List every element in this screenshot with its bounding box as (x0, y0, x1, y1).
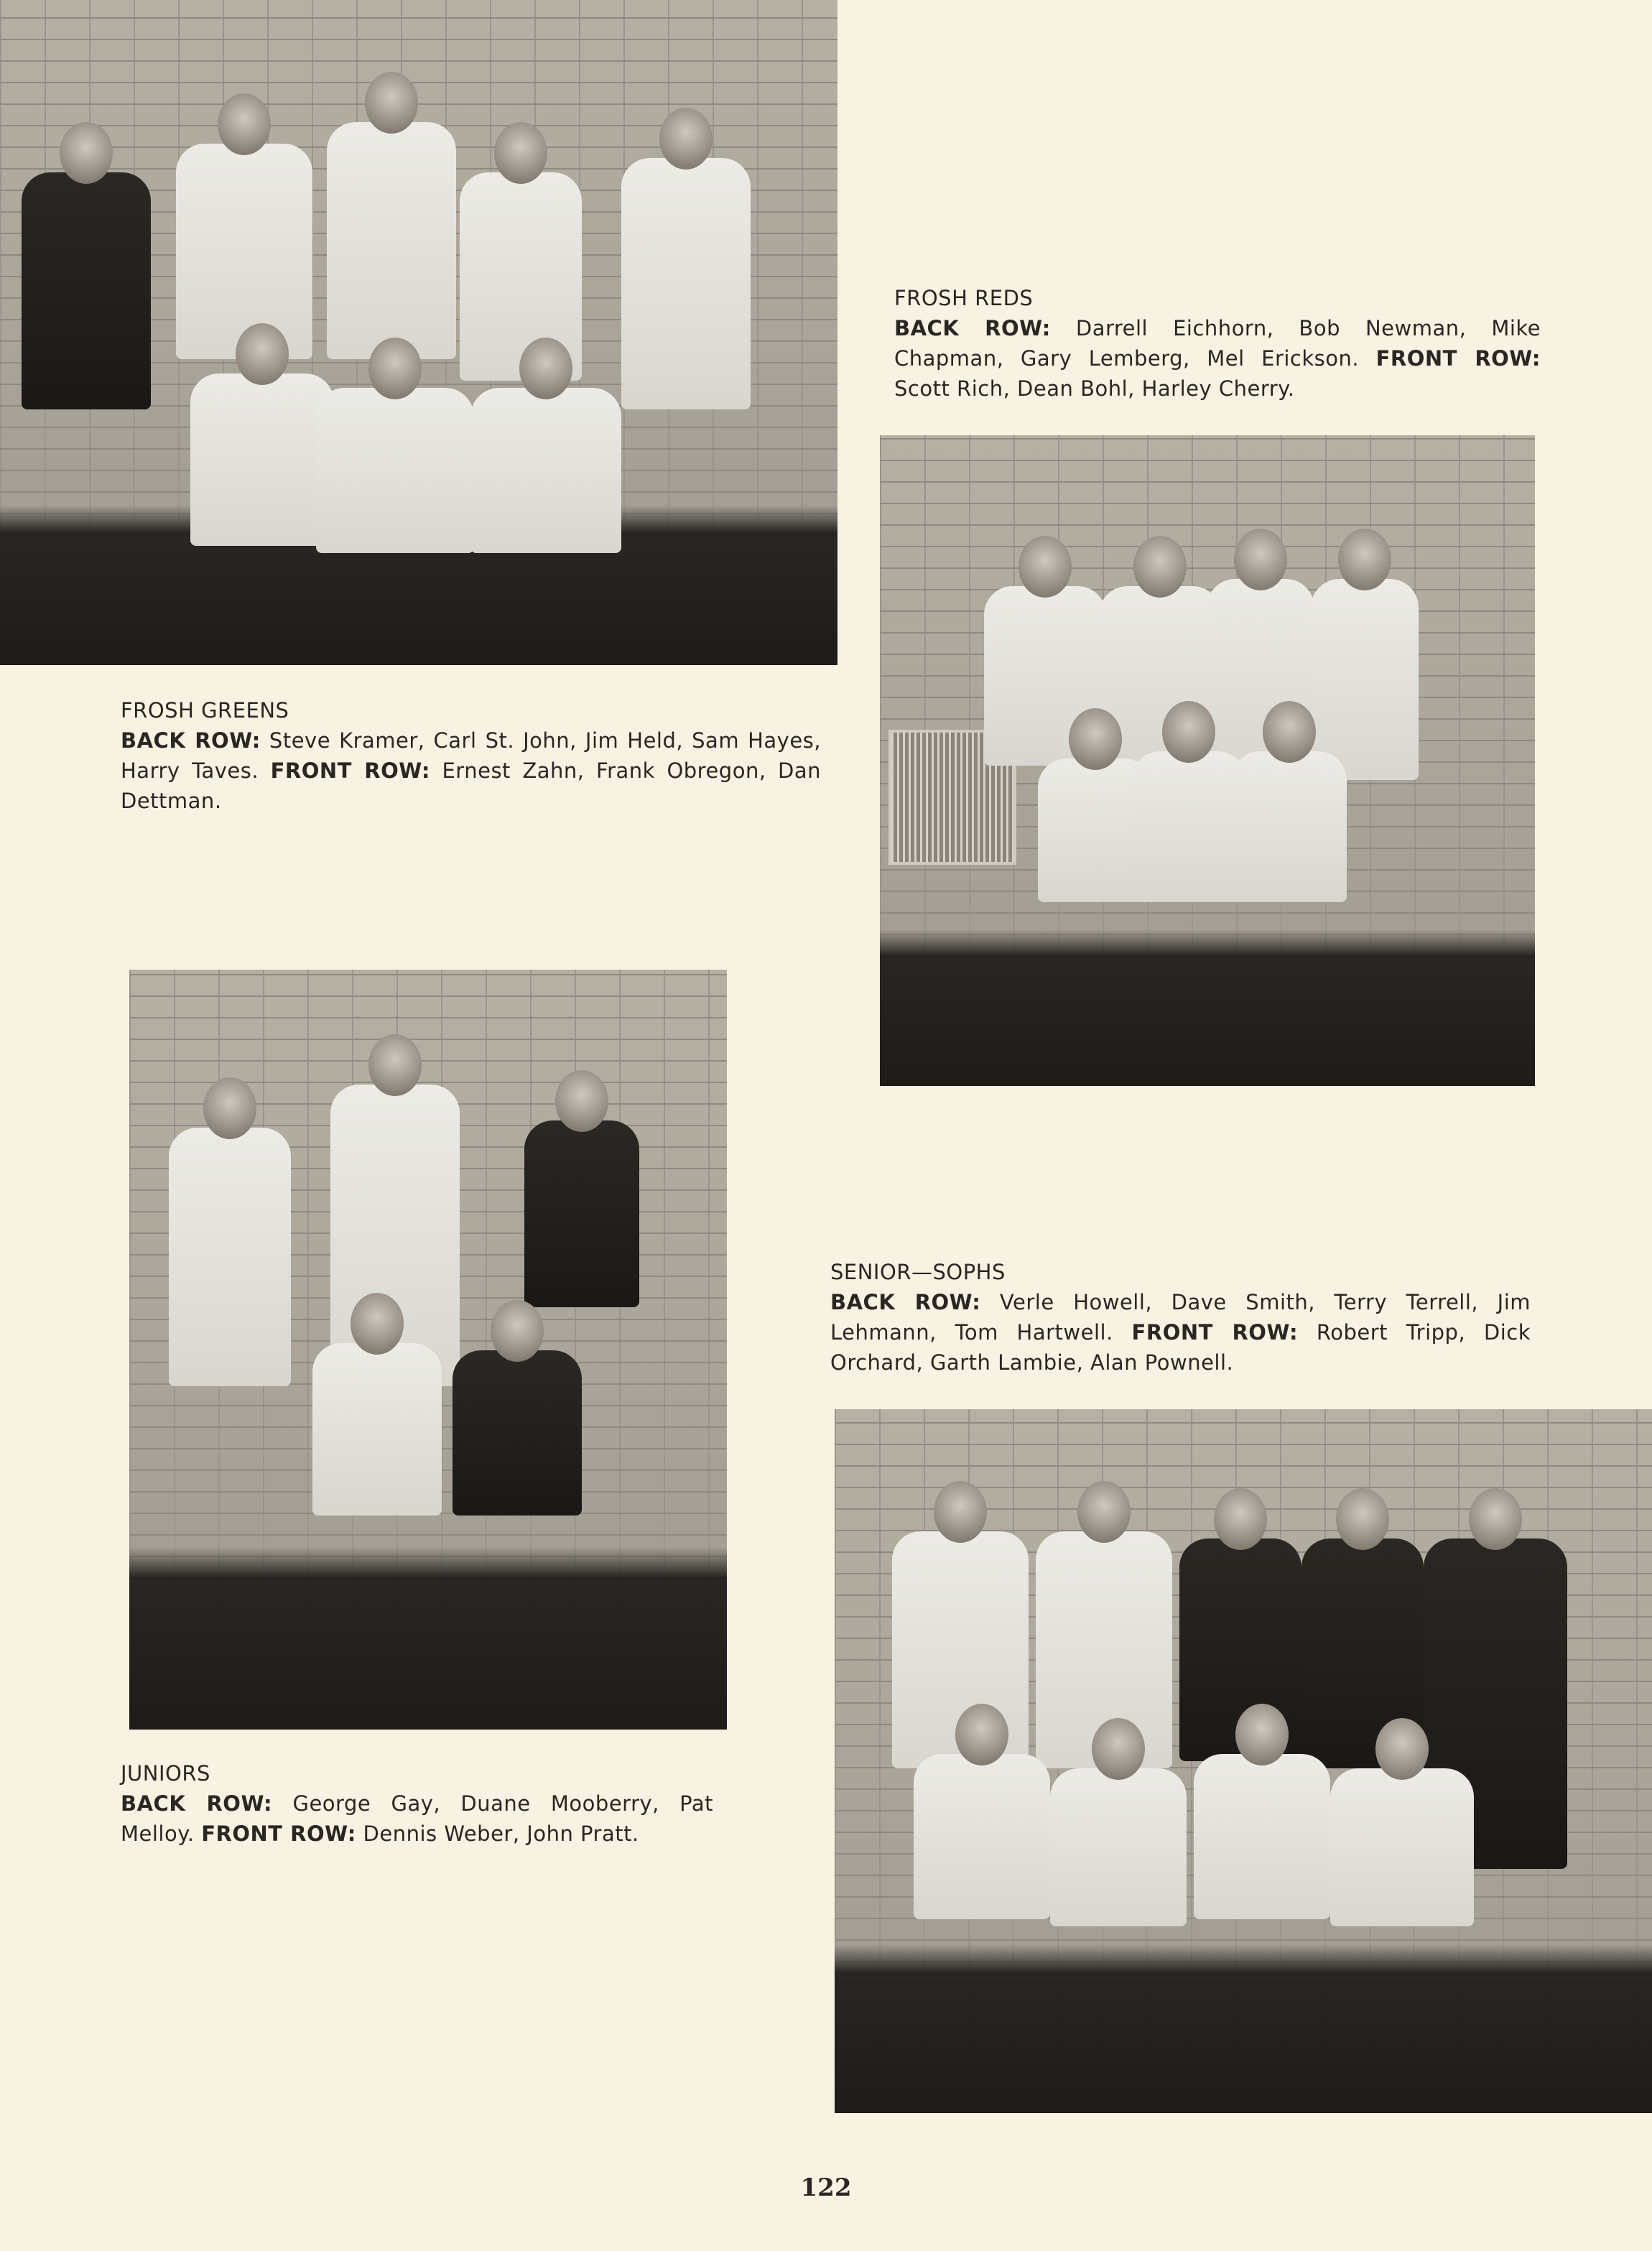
back-row-names: Darrell Eichhorn, Bob Newman, Mike Chapman, Gary Lemberg, Mel Erickson. (894, 316, 1541, 371)
player-figure (1050, 1768, 1187, 1926)
player-figure (1131, 751, 1246, 902)
front-row-names: Scott Rich, Dean Bohl, Harley Cherry. (894, 376, 1295, 401)
front-row-names: Robert Tripp, Dick Orchard, Garth Lambie, Alan Pownell. (830, 1320, 1531, 1375)
team-name: SENIOR—SOPHS (830, 1260, 1006, 1284)
frosh-greens-photo (0, 0, 837, 665)
player-figure (312, 1343, 442, 1516)
juniors-caption (121, 1758, 713, 1849)
player-figure (1330, 1768, 1474, 1926)
front-row-names: Dennis Weber, John Pratt. (363, 1821, 639, 1846)
front-row-label: FRONT ROW: (270, 758, 430, 783)
player-figure (1311, 579, 1419, 780)
player-figure (453, 1350, 582, 1516)
player-figure (470, 388, 621, 553)
player-figure (169, 1128, 291, 1386)
player-figure (176, 144, 312, 359)
front-row-label: FRONT ROW: (201, 1821, 356, 1846)
back-row-label: BACK ROW: (121, 728, 261, 753)
frosh-reds-caption (894, 283, 1541, 404)
player-figure (22, 172, 151, 409)
player-figure (327, 122, 456, 359)
player-figure (1232, 751, 1347, 902)
team-name: FROSH REDS (894, 286, 1034, 310)
page-number: 122 (800, 2173, 852, 2202)
back-row-names: Steve Kramer, Carl St. John, Jim Held, Sam Hayes, Harry Taves. (121, 728, 821, 783)
player-figure (316, 388, 474, 553)
senior-sophs-photo (835, 1409, 1652, 2113)
front-row-names: Ernest Zahn, Frank Obregon, Dan Dettman. (121, 758, 822, 813)
team-name: JUNIORS (121, 1761, 210, 1786)
juniors-photo (129, 970, 727, 1730)
back-row-label: BACK ROW: (894, 316, 1051, 340)
player-figure (1194, 1754, 1330, 1919)
team-name: FROSH GREENS (121, 698, 289, 723)
front-row-label: FRONT ROW: (1375, 346, 1541, 371)
back-row-names: Verle Howell, Dave Smith, Terry Terrell, Jim Lehmann, Tom Hartwell. (830, 1290, 1531, 1345)
player-figure (524, 1120, 639, 1307)
front-row-label: FRONT ROW: (1131, 1320, 1299, 1345)
back-row-names: George Gay, Duane Mooberry, Pat Melloy. (121, 1791, 714, 1846)
player-figure (190, 373, 334, 546)
back-row-label: BACK ROW: (121, 1791, 273, 1816)
senior-sophs-caption (830, 1257, 1531, 1378)
frosh-reds-photo (880, 435, 1535, 1086)
back-row-label: BACK ROW: (830, 1290, 981, 1314)
player-figure (621, 158, 751, 409)
frosh-greens-caption (121, 695, 821, 816)
player-figure (914, 1754, 1050, 1919)
